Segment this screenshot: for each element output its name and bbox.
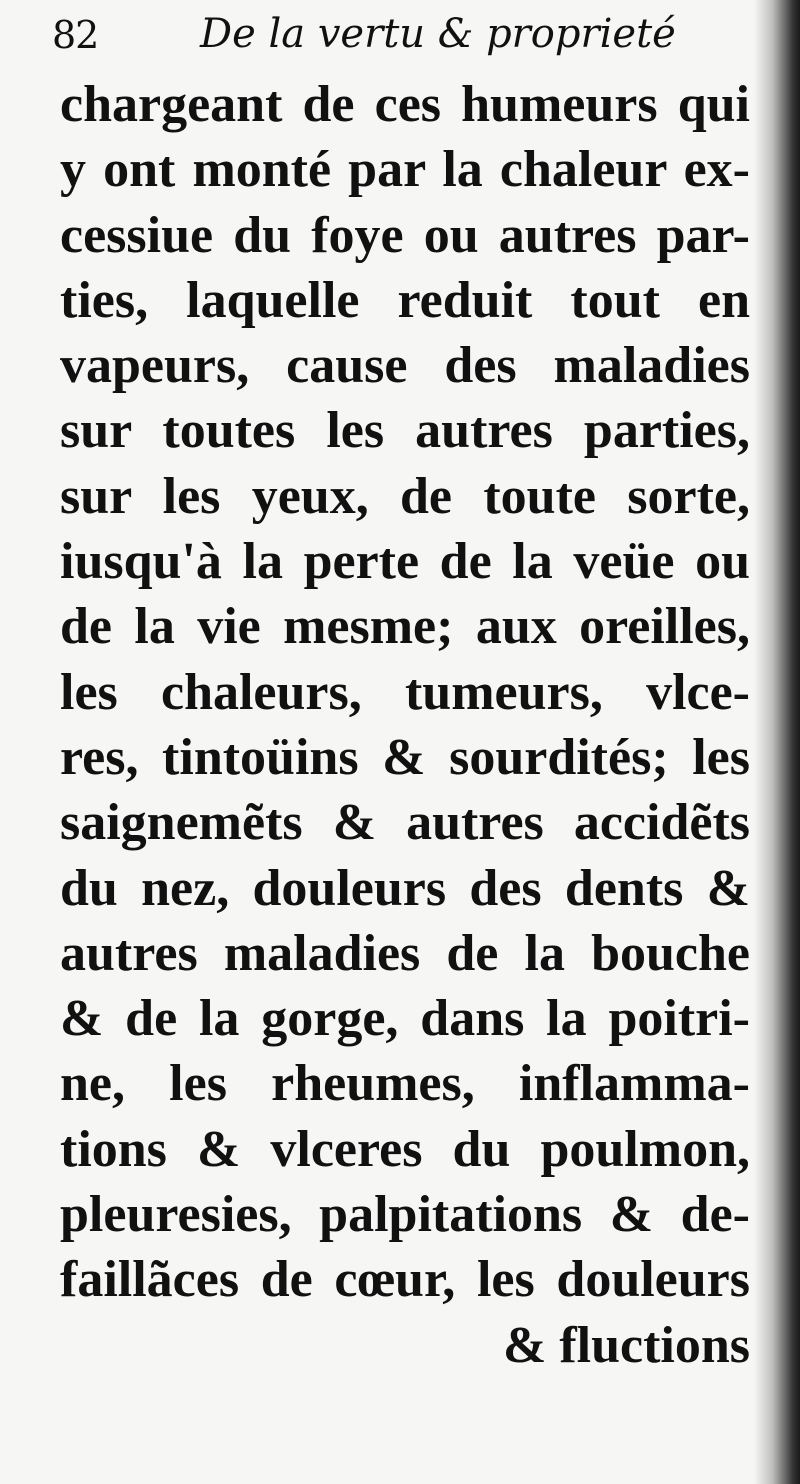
text-line: iusqu'à la perte de la veüe ou [60, 533, 750, 591]
text-line: ties, laquelle reduit tout en [60, 271, 750, 329]
text-line-last: & fluctions [503, 1316, 750, 1374]
text-line: du nez, douleurs des dents & [60, 859, 750, 917]
text-line: sur les yeux, de toute sorte, [60, 467, 750, 525]
text-line: ne, les rheumes, inflamma- [60, 1055, 750, 1113]
text-line: & de la gorge, dans la poitri- [60, 990, 750, 1048]
page-header [52, 4, 752, 66]
text-line: cessiue du foye ou autres par- [60, 206, 750, 264]
text-line: pleuresies, palpitations & de- [60, 1186, 750, 1244]
text-line: de la vie mesme; aux oreilles, [60, 598, 750, 656]
text-line: sur toutes les autres parties, [60, 402, 750, 460]
text-line: chargeant de ces humeurs qui [60, 76, 750, 133]
text-line: faillãces de cœur, les douleurs [60, 1251, 750, 1309]
text-line: vapeurs, cause des maladies [60, 337, 750, 395]
text-line: tions & vlceres du poulmon, [60, 1120, 750, 1178]
page-number: 82 [52, 13, 99, 57]
text-line: res, tintoüins & sourdités; les [60, 728, 750, 786]
body-text [60, 72, 750, 1378]
text-line: y ont monté par la chaleur ex- [60, 141, 750, 199]
text-line: autres maladies de la bouche [60, 924, 750, 982]
text-line: les chaleurs, tumeurs, vlce- [60, 663, 750, 721]
running-title: De la vertu & proprieté [200, 11, 676, 57]
text-line: saignemẽts & autres accidẽts [60, 794, 750, 852]
